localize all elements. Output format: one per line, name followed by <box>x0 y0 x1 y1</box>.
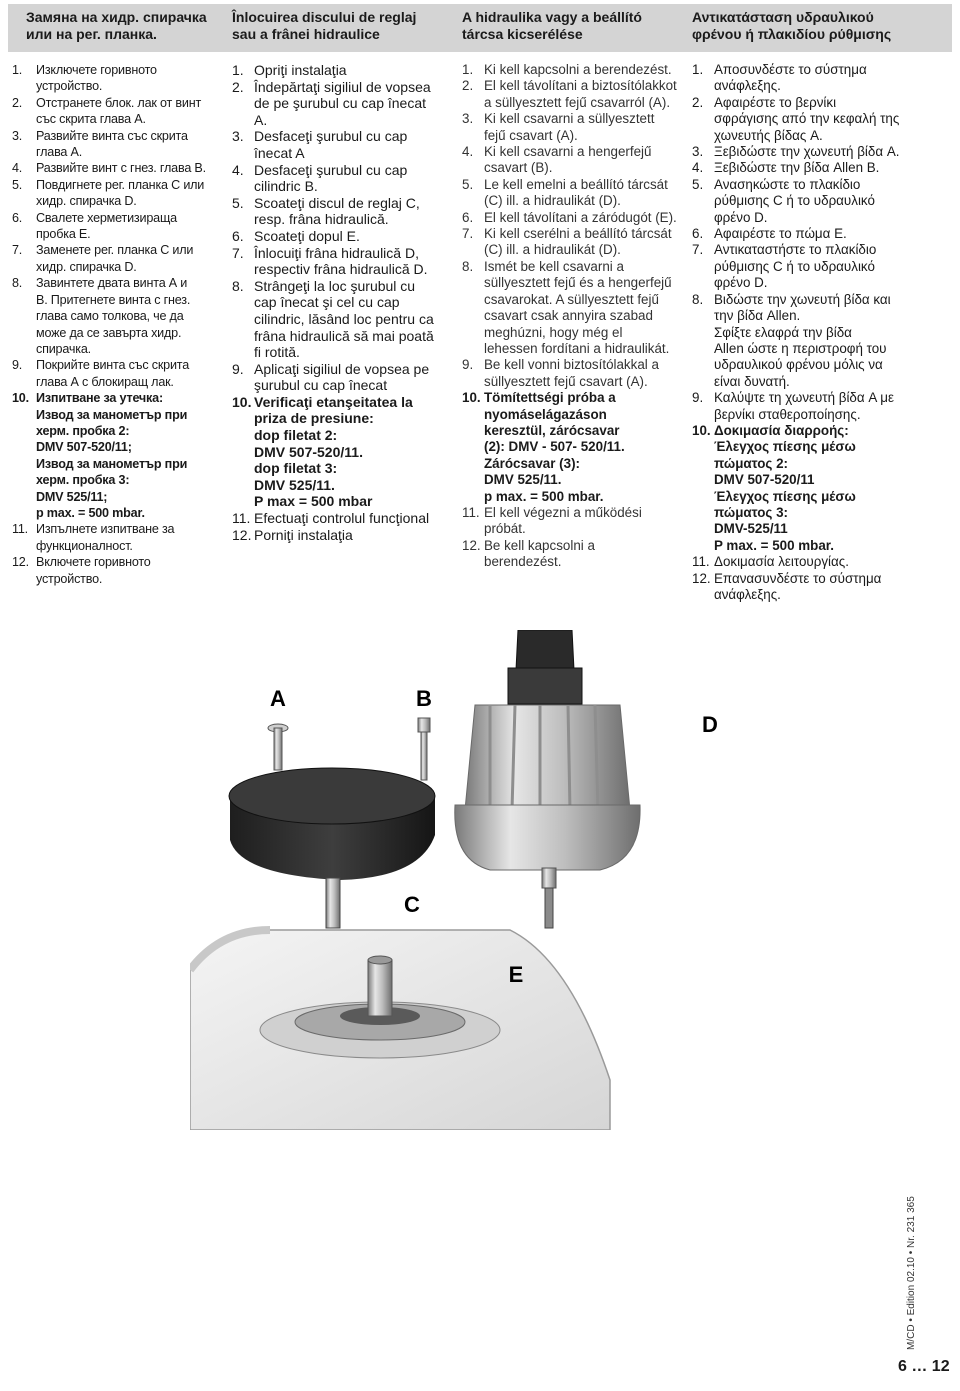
step-number: 1. <box>462 62 474 77</box>
edition-text: M/CD • Edition 02.10 • Nr. 231 365 <box>906 1196 917 1350</box>
step-number: 5. <box>232 194 244 211</box>
step-text: Înlocuiţi frâna hidraulică D, respectiv frâna hidraulică D. <box>254 244 428 278</box>
instruction-step <box>462 226 680 259</box>
instruction-step <box>462 538 680 571</box>
step-text: Βιδώστε την χωνευτή βίδα και την βίδα Allen. Σφίξτε ελαφρά την βίδα Allen ώστε η περιστροφή του υδραυλικού φρένου μόλις να είναι δυνατή. <box>714 291 891 389</box>
step-text: Развийте винта със скрита глава А. <box>36 128 188 160</box>
header-greek: Αντικατάσταση υδραυλικού φρένου ή πλακιδίου ρύθμισης <box>692 9 892 42</box>
step-text: Scoateţi discul de reglaj C, resp. frâna hidraulică. <box>254 194 420 228</box>
step-number: 3. <box>692 144 704 160</box>
instruction-step <box>692 571 912 604</box>
step-text: Αφαιρέστε το βερνίκι σφράγισης από την κεφαλή της χωνευτής βίδας A. <box>714 94 900 143</box>
step-text: Αφαιρέστε το πώμα E. <box>714 226 847 242</box>
instruction-step <box>232 527 450 544</box>
step-number: 4. <box>462 144 474 160</box>
step-text: Strângeţi la loc şurubul cu cap înecat şi cel cu cap cilindric, lăsând loc pentru ca frâna hidraulică să mai poată fi rotită. <box>254 277 434 361</box>
step-number: 7. <box>462 226 474 242</box>
instruction-step <box>462 78 680 111</box>
step-number: 8. <box>692 291 704 307</box>
step-text: Επανασυνδέστε το σύστημα ανάφλεξης. <box>714 570 882 602</box>
step-text: Покрийте винта със скрита глава А с блокиращ лак. <box>36 358 190 389</box>
step-text: Свалете херметизираща пробка Е. <box>36 210 177 242</box>
step-text: Ξεβιδώστε την χωνευτή βίδα A. <box>714 144 900 160</box>
step-text: Αποσυνδέστε το σύστημα ανάφλεξης. <box>714 62 867 94</box>
step-number: 3. <box>462 111 474 127</box>
instruction-step <box>232 394 450 510</box>
instruction-step <box>692 144 912 160</box>
instruction-step <box>692 95 912 144</box>
instruction-step <box>232 195 450 228</box>
step-number: 2. <box>12 95 23 110</box>
parts-figure <box>190 630 750 1130</box>
step-number: 2. <box>462 78 474 94</box>
step-number: 12. <box>692 570 711 586</box>
step-text: El kell távolítani a záródugót (E). <box>484 209 677 225</box>
step-number: 2. <box>692 94 704 110</box>
step-number: 4. <box>232 161 244 178</box>
housing-base <box>190 930 610 1130</box>
step-number: 6. <box>462 209 474 225</box>
step-number: 11. <box>12 522 28 537</box>
step-number: 5. <box>12 177 23 192</box>
step-text: Desfaceţi şurubul cu cap cilindric B. <box>254 161 408 195</box>
column-romanian <box>232 62 450 543</box>
label-c: C <box>404 892 420 917</box>
step-number: 10. <box>692 422 711 438</box>
step-text: Δοκιμασία διαρροής: Έλεγχος πίεσης μέσω πώματος 2: DMV 507-520/11 Έλεγχος πίεσης μέσω πώματος 3: DMV-525/11 P max. = 500 mbar. <box>714 422 856 553</box>
label-e: E <box>508 962 524 987</box>
instruction-step <box>232 62 450 79</box>
label-d: D <box>702 712 718 737</box>
step-text: Изпитване за утечка: Извод за манометър при херм. пробка 2: DMV 507-520/11; Извод за манометър при херм. пробка 3: DMV 525/11; p max. = 500 mbar. <box>36 391 188 520</box>
step-number: 2. <box>232 78 244 95</box>
step-number: 10. <box>462 390 481 406</box>
column-bulgarian <box>12 62 222 587</box>
label-b: B <box>416 686 432 711</box>
step-number: 1. <box>12 63 23 77</box>
step-number: 9. <box>232 360 244 377</box>
step-text: Заменете рег. планка С или хидр. спирачка D. <box>36 243 194 274</box>
step-text: Завинтете двата винта А и В. Притегнете винта с гнез. глава само толкова, че да може да се завърта хидр. спирачка. <box>36 276 191 356</box>
instruction-step <box>12 95 222 128</box>
step-text: El kell távolítani a biztosítólakkot a süllyesztett fejű csavarról (A). <box>484 78 677 110</box>
step-text: Îndepărtaţi sigiliul de vopsea de pe şurubul cu cap înecat A. <box>254 78 431 128</box>
step-text: Δοκιμασία λειτουργίας. <box>714 554 849 570</box>
instruction-step <box>232 79 450 129</box>
step-text: Καλύψτε τη χωνευτή βίδα A με βερνίκι σταθεροποίησης. <box>714 390 894 422</box>
step-number: 4. <box>12 161 23 176</box>
step-text: Ξεβιδώστε την βίδα Allen B. <box>714 160 880 176</box>
instruction-step <box>462 177 680 210</box>
column-greek <box>692 62 912 603</box>
step-number: 7. <box>12 243 23 258</box>
instruction-step <box>232 128 450 161</box>
step-text: Efectuaţi controlul funcţional <box>254 510 430 527</box>
instruction-step <box>692 226 912 242</box>
column-hungarian <box>462 62 680 571</box>
instruction-step <box>462 210 680 226</box>
step-number: 5. <box>462 176 474 192</box>
step-text: Изпълнете изпитване за функционалност. <box>36 522 175 553</box>
instruction-step <box>462 144 680 177</box>
step-number: 6. <box>692 226 704 242</box>
step-text: Отстранете блок. лак от винт със скрита глава А. <box>36 95 202 127</box>
step-text: Desfaceţi şurubul cu cap înecat A <box>254 128 408 161</box>
instruction-step <box>232 278 450 361</box>
page-number: 6 … 12 <box>898 1358 950 1375</box>
instruction-step <box>12 62 222 95</box>
step-text: Scoateţi dopul E. <box>254 227 360 244</box>
parts-illustration <box>190 630 750 1130</box>
screw-a-illustration <box>268 724 288 770</box>
header-romanian: Înlocuirea discului de reglaj sau a frânei hidraulice <box>232 9 417 42</box>
instruction-step <box>12 128 222 161</box>
instruction-step <box>232 361 450 394</box>
instruction-step <box>692 292 912 390</box>
step-number: 7. <box>232 244 244 261</box>
step-number: 1. <box>232 62 244 78</box>
step-text: Porniţi instalaţia <box>254 526 353 543</box>
step-text: Ki kell kapcsolni a berendezést. <box>484 62 672 77</box>
instruction-step <box>12 357 222 390</box>
step-number: 8. <box>12 276 23 291</box>
instruction-step <box>232 510 450 527</box>
instruction-step <box>692 160 912 176</box>
instruction-step <box>692 242 912 291</box>
step-text: Изключете горивното устройство. <box>36 63 157 94</box>
instruction-step <box>462 62 680 78</box>
instruction-step <box>692 390 912 423</box>
step-text: Be kell vonni biztosítólakkal a süllyesztett fejű csavart (A). <box>484 357 659 389</box>
step-number: 5. <box>692 176 704 192</box>
step-number: 8. <box>232 277 244 294</box>
instruction-step <box>12 160 222 176</box>
step-text: Verificaţi etanşeitatea la priza de presiune: dop filetat 2: DMV 507-520/11. dop filetat 3: DMV 525/11. P max = 500 mbar <box>254 393 413 510</box>
instruction-step <box>12 177 222 210</box>
step-text: Ki kell csavarni a süllyesztett fejű csavart (A). <box>484 111 655 143</box>
step-text: Развийте винт с гнез. глава В. <box>36 161 206 176</box>
step-number: 10. <box>232 393 252 410</box>
instruction-step <box>232 245 450 278</box>
step-number: 8. <box>462 258 474 274</box>
hydraulic-brake <box>455 630 640 928</box>
step-number: 12. <box>232 526 252 543</box>
instruction-step <box>462 505 680 538</box>
screw-b-illustration <box>418 718 430 780</box>
step-text: Aplicaţi sigiliul de vopsea pe şurubul cu cap înecat <box>254 360 430 394</box>
step-text: Ανασηκώστε το πλακίδιο ρύθμισης C ή το υδραυλικό φρένο D. <box>714 176 875 225</box>
instruction-step <box>12 554 222 587</box>
instruction-step <box>692 554 912 570</box>
step-number: 7. <box>692 242 704 258</box>
step-text: Ki kell csavarni a hengerfejű csavart (B). <box>484 144 652 176</box>
edition-code <box>906 1196 930 1350</box>
instruction-step <box>232 162 450 195</box>
step-text: Αντικαταστήστε το πλακίδιο ρύθμισης C ή το υδραυλικό φρένο D. <box>714 242 877 291</box>
instruction-step <box>232 228 450 245</box>
header-hungarian: A hidraulika vagy a beállító tárcsa kicserélése <box>462 9 642 42</box>
step-number: 11. <box>232 510 251 527</box>
step-number: 9. <box>12 358 23 373</box>
step-number: 11. <box>692 554 710 570</box>
step-text: Ismét be kell csavarni a süllyesztett fejű és a hengerfejű csavarokat. A süllyesztett fejű csavart csak annyira szabad meghúzni, hogy még el lehessen fordítani a hidraulikát. <box>484 258 672 356</box>
step-number: 12. <box>462 537 481 553</box>
instruction-step <box>692 62 912 95</box>
instruction-step <box>462 357 680 390</box>
step-number: 9. <box>462 357 474 373</box>
instruction-step <box>12 390 222 521</box>
header-bulgarian: Замяна на хидр. спирачка или на рег. планка. <box>26 9 207 42</box>
instruction-step <box>462 111 680 144</box>
instruction-step <box>692 423 912 554</box>
instruction-step <box>692 177 912 226</box>
step-text: Повдигнете рег. планка С или хидр. спирачка D. <box>36 177 205 209</box>
instruction-step <box>12 521 222 554</box>
instruction-step <box>12 210 222 243</box>
step-text: El kell végezni a működési próbát. <box>484 504 642 537</box>
step-text: Be kell kapcsolni a berendezést. <box>484 537 595 570</box>
step-number: 6. <box>12 210 23 225</box>
instruction-step <box>462 259 680 357</box>
step-number: 1. <box>692 62 704 77</box>
step-text: Tömítettségi próba a nyomáselágazáson keresztül, zárócsavar (2): DMV - 507- 520/11. Zárócsavar (3): DMV 525/11. p max. = 500 mbar. <box>484 390 625 504</box>
step-text: Opriţi instalaţia <box>254 62 347 78</box>
label-a: A <box>270 686 286 711</box>
step-text: Включете горивното устройство. <box>36 555 151 586</box>
step-number: 3. <box>232 128 244 145</box>
step-text: Le kell emelni a beállító tárcsát (C) ill. a hidraulikát (D). <box>484 176 668 209</box>
instruction-step <box>12 275 222 357</box>
step-number: 10. <box>12 391 29 406</box>
instruction-step <box>12 242 222 275</box>
step-number: 3. <box>12 128 23 143</box>
step-number: 12. <box>12 555 29 570</box>
step-text: Ki kell cserélni a beállító tárcsát (C) ill. a hidraulikát (D). <box>484 226 672 258</box>
step-number: 4. <box>692 160 704 176</box>
instruction-step <box>462 390 680 505</box>
step-number: 11. <box>462 504 480 520</box>
step-number: 6. <box>232 227 244 244</box>
step-number: 9. <box>692 390 704 406</box>
